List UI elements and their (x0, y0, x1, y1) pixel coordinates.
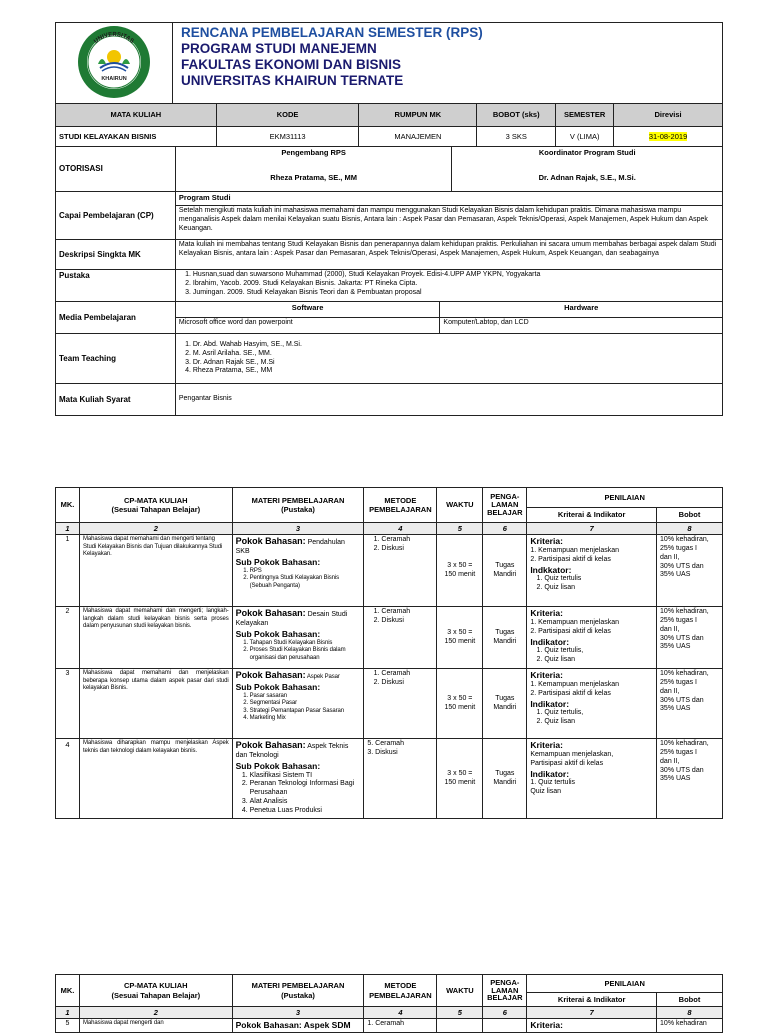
row-kriteria: Kriteria: (527, 1019, 657, 1033)
row-mk: 3 (56, 669, 80, 739)
deskripsi-text: Mata kuliah ini membahas tentang Studi Kelayakan Bisnis dan penerapannya dalam kehidupan praktis. Perkuliahan ini sacara umum membahas berbagai aspek dalam Studi Kelayakan Bisnis, antara lain : Aspek Pasar dan Pemasaran, Aspek Teknis/Operasi, Aspek Manajemen, Aspek Hukum, Aspek Keuangan, dan seabagainya (175, 240, 722, 270)
row-pengalaman: Tugas Mandiri (483, 535, 527, 607)
syarat-value: Pengantar Bisnis (175, 384, 722, 416)
th-kriteria: Kriterai & Indikator (527, 993, 657, 1007)
row-mk: 4 (56, 739, 80, 819)
cp-text: Setelah mengikuti mata kuliah ini mahasiswa memahami dan mampu menggunakan Studi Kelayakan Bisnis dalam kehidupan praktis. Dimana mahasiswa mampu menganalisis Aspek dalam menilai Kelayakan suatu Bisnis, Antara lain : Aspek Pasar dan Pemasaran, Aspek Teknis/Operasi, Aspek Manajemen, Aspek Hukum dan Aspek Keuangan. (175, 206, 722, 240)
pustaka-list-cell (175, 270, 722, 302)
row-bobot: 10% kehadiran (657, 1019, 723, 1033)
row-metode: 5. Ceramah 3. Diskusi (364, 739, 437, 819)
prodi-label: Program Studi (175, 192, 722, 206)
logo-cell (56, 23, 173, 104)
col-rumpun: RUMPUN MK (359, 104, 477, 127)
row-cp: Mahasiswa dapat memahami dan mengerti tentang Studi Kelayakan Bisnis dan Tujuan dilakukannya Studi Kelayakan. (79, 535, 232, 607)
col-number: 2 (79, 523, 232, 535)
row-bobot: 10% kehadiran, 25% tugas I dan II, 30% UTS dan 35% UAS (657, 739, 723, 819)
col-number: 6 (483, 1007, 527, 1019)
row-materi: Pokok Bahasan: Aspek SDM (232, 1019, 364, 1033)
row-materi: Pokok Bahasan: Aspek Teknis dan Teknologi Sub Pokok Bahasan: 1. Klasifikasi Sistem TI 2. Peranan Teknologi Informasi Bagi Perusahaan 3. Alat Analisis 4. Penetua Luas Produksi (232, 739, 364, 819)
col-number: 4 (364, 523, 437, 535)
software-label: Software (175, 302, 440, 318)
university-logo (76, 24, 152, 100)
team-member: 2. M. Asril Arilaha. SE., MM. (193, 350, 719, 359)
revised-date-cell (614, 127, 723, 147)
col-number: 3 (232, 523, 364, 535)
col-number: 7 (527, 1007, 657, 1019)
col-number: 4 (364, 1007, 437, 1019)
row-pengalaman: Tugas Mandiri (483, 607, 527, 669)
pustaka-label: Pustaka (56, 270, 176, 302)
row-kriteria: Kriteria: 1. Kemampuan menjelaskan 2. Partisipasi aktif di kelas Indikator: 1. Quiz tertulis, 2. Quiz lisan (527, 669, 657, 739)
th-materi: MATERI PEMBELAJARAN (Pustaka) (232, 975, 364, 1007)
software-value: Microsoft office word dan powerpoint (175, 318, 440, 334)
col-number: 1 (56, 1007, 80, 1019)
col-number: 5 (437, 1007, 483, 1019)
col-number: 1 (56, 523, 80, 535)
otorisasi-table (55, 146, 723, 192)
cp-label: Capai Pembelajaran (CP) (56, 192, 176, 240)
th-penilaian: PENILAIAN (527, 975, 723, 993)
row-waktu: 3 x 50 = 150 menit (437, 739, 483, 819)
header-table (55, 22, 723, 104)
logo-top-text: UNIVERSITAS (93, 31, 135, 45)
koordinator-name: Dr. Adnan Rajak, S.E., M.Si. (538, 173, 636, 183)
team-list (179, 341, 719, 376)
document-title: RENCANA PEMBELAJARAN SEMESTER (RPS) (181, 25, 483, 40)
th-metode: METODE PEMBELAJARAN (364, 488, 437, 523)
team-member: 1. Dr. Abd. Wahab Hasyim, SE., M.Si. (193, 341, 719, 350)
row-kriteria: Kriteria: 1. Kemampuan menjelaskan 2. Partisipasi aktif di kelas Indkkator: 1. Quiz tertulis 2. Quiz lisan (527, 535, 657, 607)
th-mk: MK. (56, 488, 80, 523)
course-bobot: 3 SKS (477, 127, 556, 147)
row-kriteria: Kriteria: Kemampuan menjelaskan, Partisipasi aktif di kelas Indikator: 1. Quiz tertulis Quiz lisan (527, 739, 657, 819)
row-bobot: 10% kehadiran, 25% tugas I dan II, 30% UTS dan 35% UAS (657, 535, 723, 607)
team-label: Team Teaching (56, 334, 176, 384)
col-mata-kuliah: MATA KULIAH (56, 104, 217, 127)
row-waktu (437, 1019, 483, 1033)
course-name: STUDI KELAYAKAN BISNIS (56, 127, 217, 147)
plan-table (55, 487, 723, 819)
row-mk: 1 (56, 535, 80, 607)
team-list-cell (175, 334, 722, 384)
program-line: PROGRAM STUDI MANEJEMN (181, 41, 377, 56)
course-detail-table (55, 191, 723, 416)
pustaka-list (179, 271, 719, 297)
col-number: 2 (79, 1007, 232, 1019)
row-kriteria: Kriteria: 1. Kemampuan menjelaskan 2. Partisipasi aktif di kelas Indikator: 1. Quiz tertulis, 2. Quiz lisan (527, 607, 657, 669)
team-member: 3. Dr. Adnan Rajak SE., M.Si (193, 359, 719, 368)
table-row (56, 535, 723, 607)
th-metode: METODE PEMBELAJARAN (364, 975, 437, 1007)
table-row (56, 607, 723, 669)
row-cp: Mahasiswa dapat memahami dan menjelaskan beberapa konsep utama dalam aspek pasar dari studi kelayakan Bisnis. (79, 669, 232, 739)
row-metode: 1. Ceramah 2. Diskusi (364, 607, 437, 669)
row-metode: 1. Ceramah (364, 1019, 437, 1033)
th-waktu: WAKTU (437, 975, 483, 1007)
row-cp: Mahasiswa dapat mengerti dan (79, 1019, 232, 1033)
row-mk: 5 (56, 1019, 80, 1033)
hardware-label: Hardware (440, 302, 723, 318)
row-metode: 1. Ceramah 2. Diskusi (364, 535, 437, 607)
koordinator-cell (452, 147, 723, 192)
pustaka-item: 1. Husnan,suad dan suwarsono Muhammad (2000), Studi Kelayakan Proyek. Edisi-4.UPP AMP YKPN, Yogyakarta (193, 271, 719, 280)
row-materi: Pokok Bahasan: Pendahulan SKB Sub Pokok Bahasan: 1. RPS 2. Pentingnya Studi Kelayakan Bisnis (Sebuah Penganta) (232, 535, 364, 607)
col-kode: KODE (216, 104, 359, 127)
pengembang-name: Rheza Pratama, SE., MM (270, 173, 357, 183)
th-pengalaman: PENGA- LAMAN BELAJAR (483, 975, 527, 1007)
th-kriteria: Kriterai & Indikator (527, 508, 657, 523)
row-bobot: 10% kehadiran, 25% tugas I dan II, 30% UTS dan 35% UAS (657, 607, 723, 669)
pustaka-item: 3. Jumingan. 2009. Studi Kelayakan Bisnis Teori dan & Pembuatan proposal (193, 289, 719, 298)
row-waktu: 3 x 50 = 150 menit (437, 535, 483, 607)
col-semester: SEMESTER (556, 104, 614, 127)
otorisasi-label: OTORISASI (56, 147, 176, 192)
row-cp: Mahasiswa dapat memahami dan mengerti; langkah-langkah dalam studi kelayakan bisnis serta proses dalam penyusunan studi kelayakan bisnis. (79, 607, 232, 669)
col-number: 8 (657, 1007, 723, 1019)
table-row (56, 669, 723, 739)
row-mk: 2 (56, 607, 80, 669)
th-cp: CP-MATA KULIAH (Sesuai Tahapan Belajar) (79, 488, 232, 523)
col-direvisi: Direvisi (614, 104, 723, 127)
logo-bottom-text: KHAIRUN (101, 76, 127, 82)
col-number: 8 (657, 523, 723, 535)
th-mk: MK. (56, 975, 80, 1007)
row-waktu: 3 x 50 = 150 menit (437, 607, 483, 669)
th-materi: MATERI PEMBELAJARAN (Pustaka) (232, 488, 364, 523)
row-pengalaman: Tugas Mandiri (483, 669, 527, 739)
pustaka-item: 2. Ibrahim, Yacob. 2009. Studi Kelayakan Bisnis. Jakarta: PT Rineka Cipta. (193, 280, 719, 289)
plan-table-2 (55, 974, 723, 1033)
th-bobot: Bobot (657, 508, 723, 523)
col-bobot: BOBOT (sks) (477, 104, 556, 127)
th-pengalaman: PENGA- LAMAN BELAJAR (483, 488, 527, 523)
course-rumpun: MANAJEMEN (359, 127, 477, 147)
hardware-value: Komputer/Labtop, dan LCD (440, 318, 723, 334)
pengembang-label: Pengembang RPS (281, 148, 346, 157)
faculty-line: FAKULTAS EKONOMI DAN BISNIS (181, 57, 402, 72)
course-code: EKM31113 (216, 127, 359, 147)
th-cp: CP-MATA KULIAH (Sesuai Tahapan Belajar) (79, 975, 232, 1007)
syarat-label: Mata Kuliah Syarat (56, 384, 176, 416)
deskripsi-label: Deskripsi Singkta MK (56, 240, 176, 270)
koordinator-label: Koordinator Program Studi (538, 148, 636, 157)
university-line: UNIVERSITAS KHAIRUN TERNATE (181, 73, 404, 88)
media-label: Media Pembelajaran (56, 302, 176, 334)
pengembang-cell (175, 147, 452, 192)
th-penilaian: PENILAIAN (527, 488, 723, 508)
row-bobot: 10% kehadiran, 25% tugas I dan II, 30% UTS dan 35% UAS (657, 669, 723, 739)
row-materi: Pokok Bahasan: Aspek Pasar Sub Pokok Bahasan: 1. Pasar sasaran 2. Segmentasi Pasar 3. Strategi Pemantapan Pasar Sasaran 4. Marketing Mix (232, 669, 364, 739)
th-waktu: WAKTU (437, 488, 483, 523)
table-row (56, 1019, 723, 1033)
revised-date: 31-08-2019 (648, 131, 688, 141)
col-number: 3 (232, 1007, 364, 1019)
course-info-table (55, 103, 723, 147)
col-number: 5 (437, 523, 483, 535)
table-row (56, 739, 723, 819)
title-cell (173, 23, 723, 104)
row-cp: Mahasiswa diharapkan mampu menjelaskan Aspek teknis dan teknologi dalam kelayakan bisnis. (79, 739, 232, 819)
row-waktu: 3 x 50 = 150 menit (437, 669, 483, 739)
row-metode: 1. Ceramah 2. Diskusi (364, 669, 437, 739)
row-pengalaman (483, 1019, 527, 1033)
col-number: 7 (527, 523, 657, 535)
col-number: 6 (483, 523, 527, 535)
row-materi: Pokok Bahasan: Desain Studi Kelayakan Sub Pokok Bahasan: 1. Tahapan Studi Kelayakan Bisnis 2. Proses Studi Kelayakan Bisnis dalam organisasi dan perusahaan (232, 607, 364, 669)
team-member: 4. Rheza Pratama, SE., MM (193, 367, 719, 376)
row-pengalaman: Tugas Mandiri (483, 739, 527, 819)
th-bobot: Bobot (657, 993, 723, 1007)
course-semester: V (LIMA) (556, 127, 614, 147)
